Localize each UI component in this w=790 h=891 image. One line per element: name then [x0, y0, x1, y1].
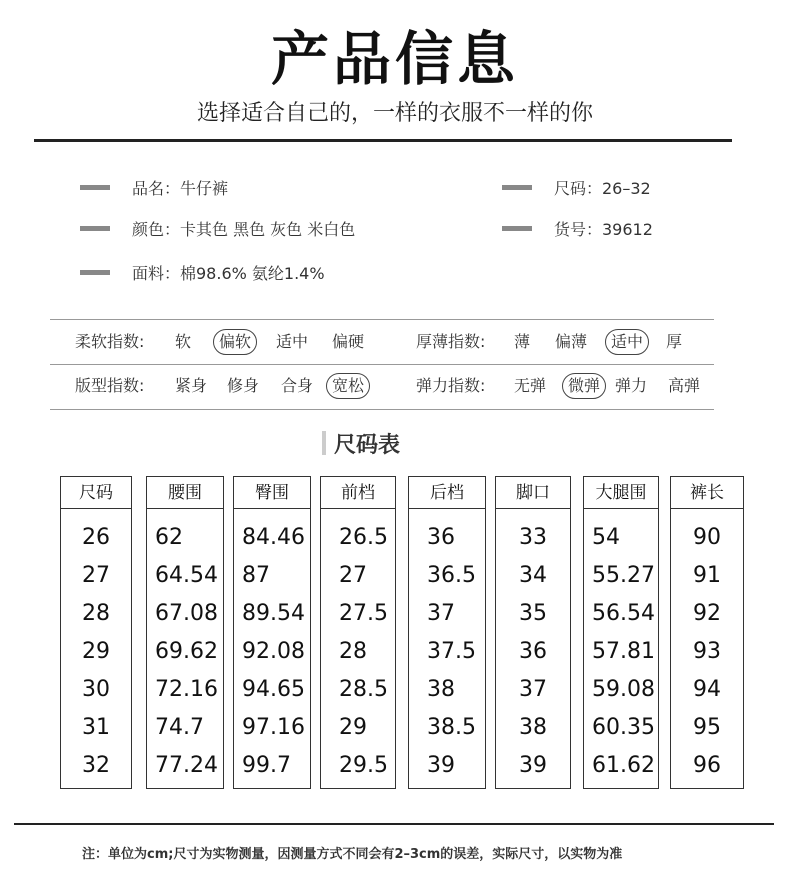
- softness-option-2-selected: 偏软: [213, 329, 257, 355]
- table-cell: 62: [155, 525, 183, 550]
- table-cell: 38: [519, 715, 547, 740]
- table-cell: 31: [82, 715, 110, 740]
- info-name: 品名：牛仔裤: [132, 179, 229, 198]
- table-cell: 60.35: [592, 715, 655, 740]
- fit-option-4-selected: 宽松: [326, 373, 370, 399]
- table-cell: 99.7: [242, 753, 291, 778]
- table-cell: 26: [82, 525, 110, 550]
- bullet-dash: [502, 226, 532, 231]
- table-cell: 38.5: [427, 715, 476, 740]
- size-table-column: [146, 476, 224, 789]
- info-color-row: [80, 217, 355, 240]
- stretch-label: 弹力指数:: [416, 376, 486, 395]
- table-cell: 28: [339, 639, 367, 664]
- softness-label: 柔软指数:: [75, 332, 145, 351]
- info-name-row: [80, 176, 228, 199]
- table-cell: 69.62: [155, 639, 218, 664]
- table-cell: 37: [427, 601, 455, 626]
- softness-option-3: 适中: [276, 332, 309, 351]
- table-cell: 37.5: [427, 639, 476, 664]
- column-header: 臀围: [234, 477, 310, 509]
- stretch-option-4: 高弹: [668, 376, 701, 395]
- info-item-no: 货号：39612: [554, 220, 653, 239]
- table-cell: 96: [693, 753, 721, 778]
- stretch-option-2-selected: 微弹: [562, 373, 606, 399]
- size-table-column: [408, 476, 486, 789]
- table-cell: 94.65: [242, 677, 305, 702]
- column-header: 尺码: [61, 477, 131, 509]
- column-header: 大腿围: [584, 477, 658, 509]
- column-header: 前档: [321, 477, 395, 509]
- table-cell: 55.27: [592, 563, 655, 588]
- bullet-dash: [80, 226, 110, 231]
- stretch-option-1: 无弹: [514, 376, 547, 395]
- info-fabric-row: [80, 261, 325, 284]
- table-cell: 54: [592, 525, 620, 550]
- size-table-column: [60, 476, 132, 789]
- index-divider-bottom: [50, 409, 714, 410]
- footer-divider: [14, 823, 774, 825]
- column-cells: [409, 509, 485, 785]
- table-cell: 36: [519, 639, 547, 664]
- table-cell: 28: [82, 601, 110, 626]
- table-cell: 97.16: [242, 715, 305, 740]
- column-header: 裤长: [671, 477, 743, 509]
- bullet-dash: [502, 185, 532, 190]
- index-divider-top: [50, 319, 714, 320]
- page-subtitle: 选择适合自己的，一样的衣服不一样的你: [196, 101, 593, 126]
- table-cell: 72.16: [155, 677, 218, 702]
- column-header: 脚口: [496, 477, 570, 509]
- thickness-option-3-selected: 适中: [605, 329, 649, 355]
- column-cells: [671, 509, 743, 785]
- table-cell: 36: [427, 525, 455, 550]
- table-cell: 34: [519, 563, 547, 588]
- column-header: 腰围: [147, 477, 223, 509]
- table-cell: 64.54: [155, 563, 218, 588]
- bullet-dash: [80, 185, 110, 190]
- size-table-column: [670, 476, 744, 789]
- stretch-option-3: 弹力: [615, 376, 648, 395]
- column-cells: [584, 509, 658, 785]
- size-table-column: [583, 476, 659, 789]
- table-cell: 84.46: [242, 525, 305, 550]
- info-color: 颜色：卡其色 黑色 灰色 米白色: [132, 220, 356, 239]
- size-table-column: [233, 476, 311, 789]
- table-cell: 92.08: [242, 639, 305, 664]
- table-cell: 29.5: [339, 753, 388, 778]
- table-cell: 90: [693, 525, 721, 550]
- bullet-dash: [80, 270, 110, 275]
- table-cell: 30: [82, 677, 110, 702]
- size-table-column: [495, 476, 571, 789]
- table-cell: 29: [339, 715, 367, 740]
- fit-option-1: 紧身: [175, 376, 208, 395]
- size-table-column: [320, 476, 396, 789]
- table-cell: 89.54: [242, 601, 305, 626]
- size-table-title: 尺码表: [322, 428, 400, 459]
- table-cell: 36.5: [427, 563, 476, 588]
- title-divider: [34, 139, 732, 142]
- table-cell: 67.08: [155, 601, 218, 626]
- table-cell: 92: [693, 601, 721, 626]
- column-cells: [234, 509, 310, 785]
- table-cell: 91: [693, 563, 721, 588]
- thickness-option-1: 薄: [514, 332, 531, 351]
- fit-option-3: 合身: [281, 376, 314, 395]
- table-cell: 33: [519, 525, 547, 550]
- softness-option-1: 软: [175, 332, 192, 351]
- table-cell: 39: [519, 753, 547, 778]
- info-size: 尺码：26–32: [554, 179, 651, 198]
- column-cells: [147, 509, 223, 785]
- table-cell: 28.5: [339, 677, 388, 702]
- table-cell: 27: [339, 563, 367, 588]
- table-cell: 87: [242, 563, 270, 588]
- info-fabric: 面料：棉98.6% 氨纶1.4%: [132, 264, 325, 283]
- table-cell: 94: [693, 677, 721, 702]
- fit-option-2: 修身: [227, 376, 260, 395]
- table-cell: 95: [693, 715, 721, 740]
- index-row-1: [50, 321, 714, 363]
- thickness-option-4: 厚: [666, 332, 683, 351]
- table-cell: 93: [693, 639, 721, 664]
- table-cell: 38: [427, 677, 455, 702]
- table-cell: 29: [82, 639, 110, 664]
- table-cell: 61.62: [592, 753, 655, 778]
- footnote: 注：单位为cm;尺寸为实物测量，因测量方式不同会有2–3cm的误差，实际尺寸，以实物为准: [82, 847, 623, 862]
- column-cells: [496, 509, 570, 785]
- page-title: 产品信息: [270, 25, 519, 93]
- table-cell: 56.54: [592, 601, 655, 626]
- table-cell: 57.81: [592, 639, 655, 664]
- table-cell: 37: [519, 677, 547, 702]
- table-cell: 32: [82, 753, 110, 778]
- table-cell: 27.5: [339, 601, 388, 626]
- thickness-label: 厚薄指数:: [416, 332, 486, 351]
- column-cells: [321, 509, 395, 785]
- table-cell: 59.08: [592, 677, 655, 702]
- thickness-option-2: 偏薄: [555, 332, 588, 351]
- fit-label: 版型指数:: [75, 376, 145, 395]
- table-cell: 27: [82, 563, 110, 588]
- table-cell: 35: [519, 601, 547, 626]
- info-item-no-row: [502, 217, 653, 240]
- info-size-row: [502, 176, 651, 199]
- table-cell: 26.5: [339, 525, 388, 550]
- column-header: 后档: [409, 477, 485, 509]
- index-row-2: [50, 365, 714, 407]
- table-cell: 77.24: [155, 753, 218, 778]
- softness-option-4: 偏硬: [332, 332, 365, 351]
- table-cell: 39: [427, 753, 455, 778]
- table-cell: 74.7: [155, 715, 204, 740]
- column-cells: [61, 509, 131, 785]
